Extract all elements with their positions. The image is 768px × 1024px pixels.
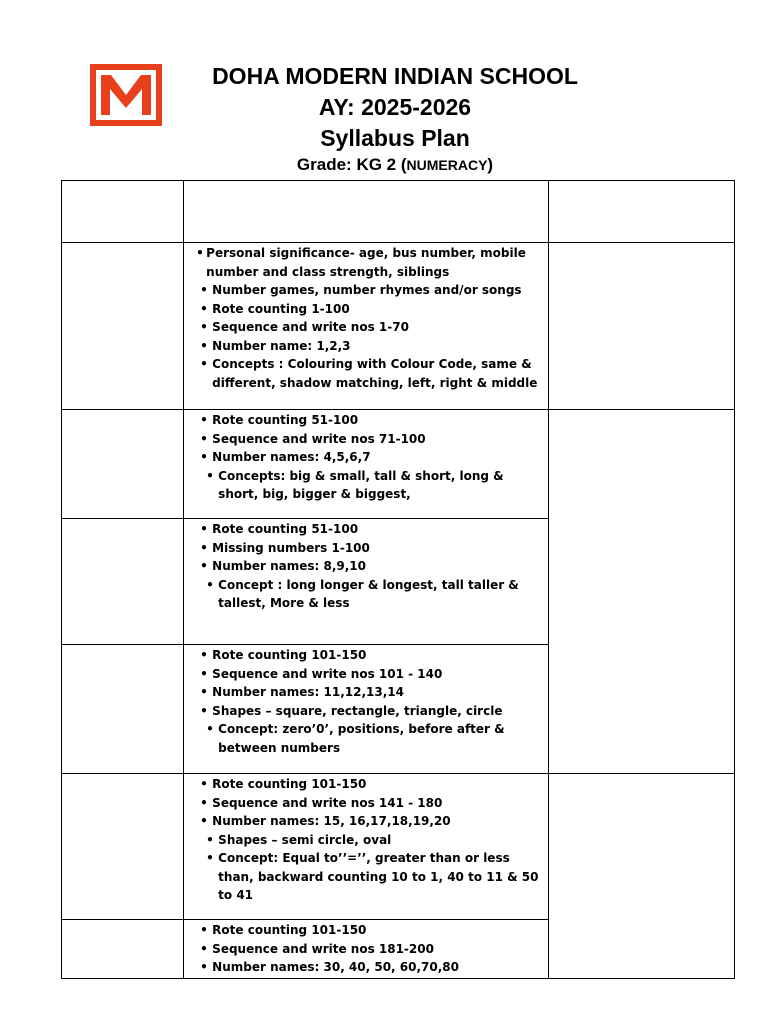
list-item: • Rote counting 51-100 [184, 411, 548, 430]
list-item: • Concepts: big & small, tall & short, long & short, big, bigger & biggest, [184, 467, 548, 504]
row-cell-content [184, 920, 549, 979]
topic-list [184, 646, 548, 757]
row-cell-right [548, 920, 734, 979]
list-item: • Sequence and write nos 101 - 140 [184, 665, 548, 684]
row-cell-content [184, 645, 549, 774]
row-cell-content [184, 410, 549, 519]
row-cell-right [548, 519, 734, 645]
list-item: • Personal significance- age, bus number, mobile number and class strength, siblings [184, 244, 548, 281]
list-item: • Concept : long longer & longest, tall taller & tallest, More & less [184, 576, 548, 613]
list-item: • Rote counting 101-150 [184, 775, 548, 794]
list-item: • Concept: zero’0’, positions, before after & between numbers [184, 720, 548, 757]
grade-line [170, 155, 620, 175]
list-item: • Number names: 11,12,13,14 [184, 683, 548, 702]
list-item: • Rote counting 101-150 [184, 921, 548, 940]
table-row [62, 410, 735, 519]
row-cell-right [548, 645, 734, 774]
topic-list [184, 775, 548, 905]
row-cell-right [548, 243, 734, 410]
topic-list [184, 244, 548, 392]
list-item: • Sequence and write nos 141 - 180 [184, 794, 548, 813]
list-item: • Number name: 1,2,3 [184, 337, 548, 356]
table-row [62, 645, 735, 774]
row-cell-left [62, 243, 184, 410]
row-cell-left [62, 920, 184, 979]
table-header-row [62, 181, 735, 243]
academic-year: AY: 2025-2026 [318, 94, 472, 120]
list-item: • Concept: Equal to’’=’’, greater than or less than, backward counting 10 to 1, 40 to 11 & 50 to 41 [184, 849, 548, 905]
row-cell-left [62, 519, 184, 645]
header-cell-1 [62, 181, 184, 243]
logo-m-icon [90, 64, 162, 126]
list-item: • Sequence and write nos 71-100 [184, 430, 548, 449]
grade-subject: NUMERACY [406, 157, 488, 173]
list-item: • Number names: 8,9,10 [184, 557, 548, 576]
grade-label: Grade: KG 2 ( [296, 155, 407, 174]
table-row [62, 243, 735, 410]
table-row [62, 920, 735, 979]
syllabus-table [61, 180, 735, 979]
row-cell-content [184, 243, 549, 410]
row-cell-content [184, 519, 549, 645]
list-item: • Shapes – square, rectangle, triangle, circle [184, 702, 548, 721]
list-item: • Shapes – semi circle, oval [184, 831, 548, 850]
topic-list [184, 411, 548, 504]
row-cell-right [548, 774, 734, 920]
list-item: • Missing numbers 1-100 [184, 539, 548, 558]
topic-list [184, 520, 548, 613]
row-cell-left [62, 645, 184, 774]
row-cell-left [62, 410, 184, 519]
topic-list [184, 921, 548, 977]
table-row [62, 774, 735, 920]
list-item: • Sequence and write nos 1-70 [184, 318, 548, 337]
school-logo [90, 64, 162, 126]
list-item: • Sequence and write nos 181-200 [184, 940, 548, 959]
row-cell-left [62, 774, 184, 920]
list-item: • Number names: 4,5,6,7 [184, 448, 548, 467]
list-item: • Number games, number rhymes and/or songs [184, 281, 548, 300]
list-item: • Number names: 15, 16,17,18,19,20 [184, 812, 548, 831]
list-item: • Concepts : Colouring with Colour Code, same & different, shadow matching, left, right & middle [184, 355, 548, 392]
header-cell-2 [184, 181, 549, 243]
header-cell-3 [548, 181, 734, 243]
row-cell-right [548, 410, 734, 519]
row-cell-content [184, 774, 549, 920]
list-item: • Number names: 30, 40, 50, 60,70,80 [184, 958, 548, 977]
table-row [62, 519, 735, 645]
grade-close: ) [487, 155, 494, 174]
list-item: • Rote counting 1-100 [184, 300, 548, 319]
school-name: DOHA MODERN INDIAN SCHOOL [212, 63, 578, 89]
list-item: • Rote counting 101-150 [184, 646, 548, 665]
plan-title: Syllabus Plan [320, 125, 470, 151]
list-item: • Rote counting 51-100 [184, 520, 548, 539]
